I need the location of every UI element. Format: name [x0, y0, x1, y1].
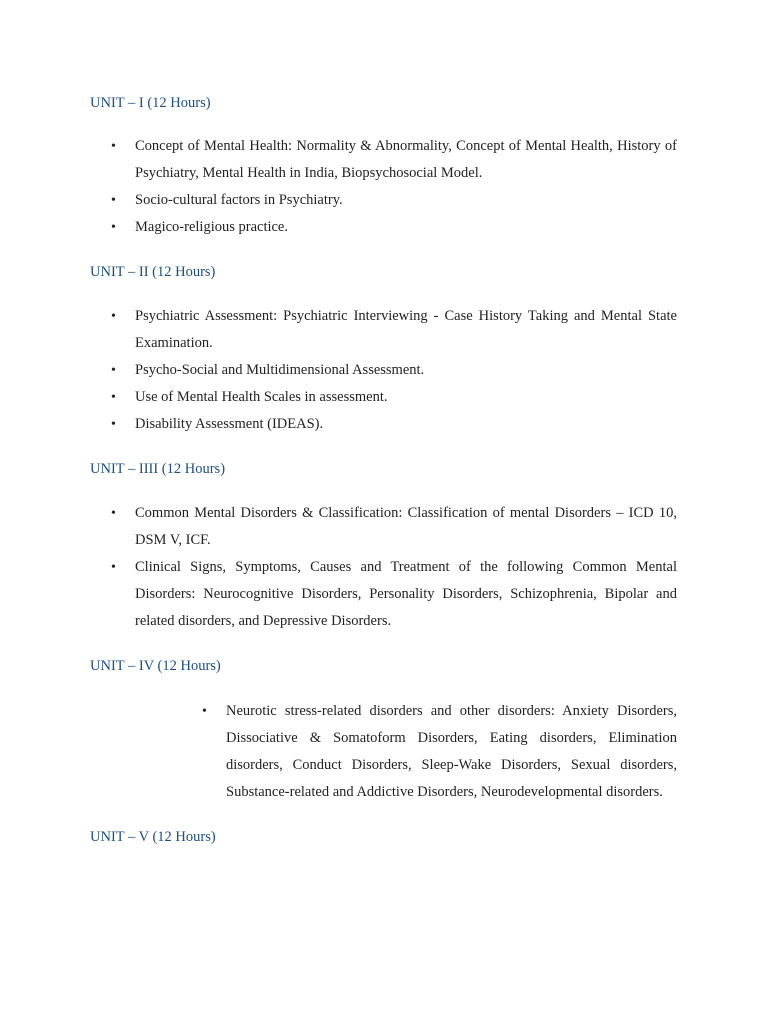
- unit-2-heading: UNIT – II (12 Hours): [90, 264, 216, 280]
- list-item: [111, 411, 677, 438]
- list-item: [111, 214, 677, 241]
- list-item-text: Use of Mental Health Scales in assessment.: [135, 389, 388, 405]
- list-item: [111, 133, 677, 187]
- list-item: [111, 384, 677, 411]
- bullet-icon: •: [111, 220, 116, 235]
- list-item-text: Psychiatric Assessment: Psychiatric Interviewing - Case History Taking and Mental State Examination.: [135, 308, 677, 351]
- list-item-text: Clinical Signs, Symptoms, Causes and Treatment of the following Common Mental Disorders: Neurocognitive Disorders, Personality Disorders, Schizophrenia, Bipolar and related disorders, and Depressive Disorders.: [135, 559, 677, 629]
- bullet-icon: •: [202, 704, 207, 719]
- bullet-icon: •: [111, 506, 116, 521]
- unit-2-topic-list: [111, 303, 677, 438]
- list-item: [111, 187, 677, 214]
- bullet-icon: •: [111, 363, 116, 378]
- list-item: [202, 698, 677, 806]
- bullet-icon: •: [111, 193, 116, 208]
- unit-4-topic-list: [202, 698, 677, 806]
- list-item-text: Concept of Mental Health: Normality & Abnormality, Concept of Mental Health, History of Psychiatry, Mental Health in India, Biopsychosocial Model.: [135, 138, 677, 181]
- unit-5-heading: UNIT – V (12 Hours): [90, 829, 216, 845]
- bullet-icon: •: [111, 560, 116, 575]
- unit-1-topic-list: [111, 133, 677, 241]
- list-item-text: Socio-cultural factors in Psychiatry.: [135, 192, 343, 208]
- bullet-icon: •: [111, 309, 116, 324]
- list-item-text: Disability Assessment (IDEAS).: [135, 416, 324, 432]
- list-item-text: Magico-religious practice.: [135, 219, 288, 235]
- list-item: [111, 303, 677, 357]
- unit-3-topic-list: [111, 500, 677, 635]
- list-item: [111, 554, 677, 635]
- bullet-icon: •: [111, 417, 116, 432]
- unit-3-heading: UNIT – IIII (12 Hours): [90, 461, 226, 477]
- list-item: [111, 500, 677, 554]
- unit-4-heading: UNIT – IV (12 Hours): [90, 658, 221, 674]
- bullet-icon: •: [111, 390, 116, 405]
- bullet-icon: •: [111, 139, 116, 154]
- list-item: [111, 357, 677, 384]
- list-item-text: Neurotic stress-related disorders and other disorders: Anxiety Disorders, Dissociative & Somatoform Disorders, Eating disorders, Elimination disorders, Conduct Disorders, Sleep-Wake Disorders, Sexual disorders, Substance-related and Addictive Disorders, Neurodevelopmental disorders.: [226, 703, 677, 800]
- unit-1-heading: UNIT – I (12 Hours): [90, 95, 211, 111]
- list-item-text: Common Mental Disorders & Classification: Classification of mental Disorders – ICD 10, DSM V, ICF.: [135, 505, 677, 548]
- list-item-text: Psycho-Social and Multidimensional Assessment.: [135, 362, 425, 378]
